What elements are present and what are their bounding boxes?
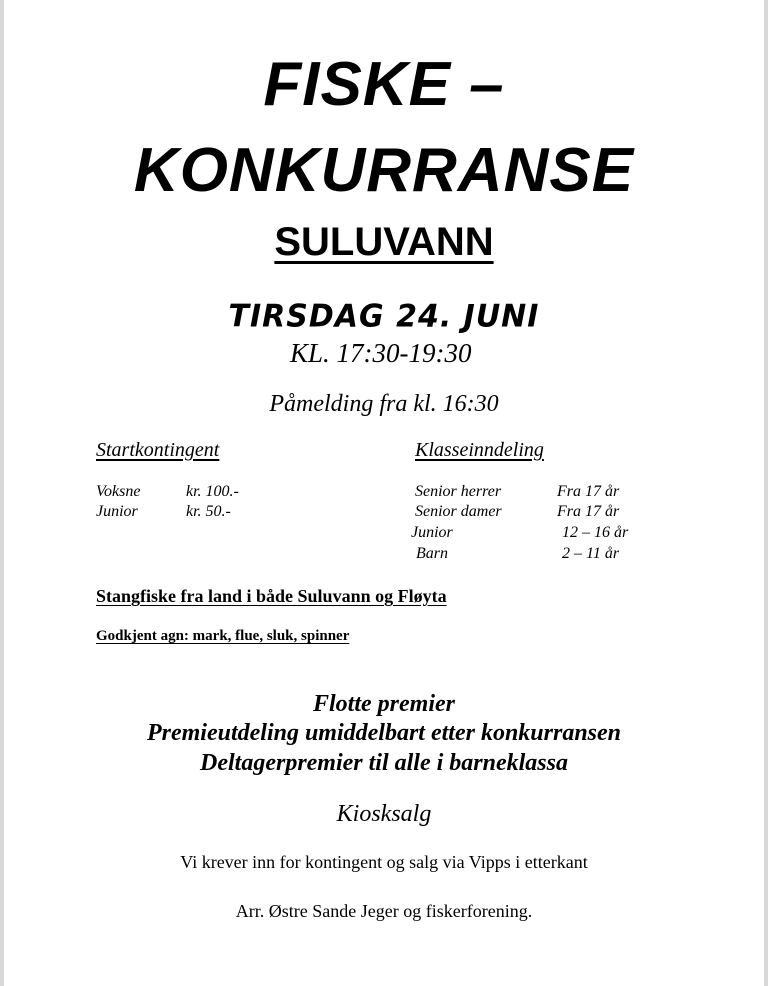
prize-line: Premieutdeling umiddelbart etter konkurransen xyxy=(146,720,622,746)
classes-heading: Klasseinndeling xyxy=(415,439,544,461)
class-name: Junior xyxy=(411,524,453,541)
fee-label: Junior xyxy=(96,503,138,520)
fee-amount: kr. 100.- xyxy=(186,483,239,500)
fishing-rules: Stangfiske fra land i både Suluvann og Fløyta xyxy=(96,586,447,606)
payment-info: Vi krever inn for kontingent og salg via Vipps i etterkant xyxy=(180,852,588,872)
event-time: KL. 17:30-19:30 xyxy=(290,338,472,368)
class-age: 2 – 11 år xyxy=(562,545,620,562)
event-date: TIRSDAG 24. JUNI xyxy=(228,298,540,335)
fee-amount: kr. 50.- xyxy=(186,503,231,520)
title-line-1: FISKE – xyxy=(263,50,505,119)
fees-heading: Startkontingent xyxy=(96,439,220,461)
prize-line: Flotte premier xyxy=(313,691,455,717)
registration-time: Påmelding fra kl. 16:30 xyxy=(269,391,499,417)
organizer: Arr. Østre Sande Jeger og fiskerforening. xyxy=(235,901,533,921)
fee-label: Voksne xyxy=(96,483,141,500)
class-age: Fra 17 år xyxy=(557,503,620,520)
location-text: SULUVANN xyxy=(274,220,494,264)
approved-bait: Godkjent agn: mark, flue, sluk, spinner xyxy=(96,628,350,644)
title-line-2: KONKURRANSE xyxy=(133,136,635,205)
class-name: Barn xyxy=(416,545,448,562)
class-age: 12 – 16 år xyxy=(562,524,629,541)
class-name: Senior damer xyxy=(415,503,502,520)
class-name: Senior herrer xyxy=(415,483,502,500)
prize-line: Deltagerpremier til alle i barneklassa xyxy=(200,750,568,776)
class-age: Fra 17 år xyxy=(557,483,620,500)
location-heading xyxy=(0,222,768,262)
kiosk-sales: Kiosksalg xyxy=(336,801,432,827)
